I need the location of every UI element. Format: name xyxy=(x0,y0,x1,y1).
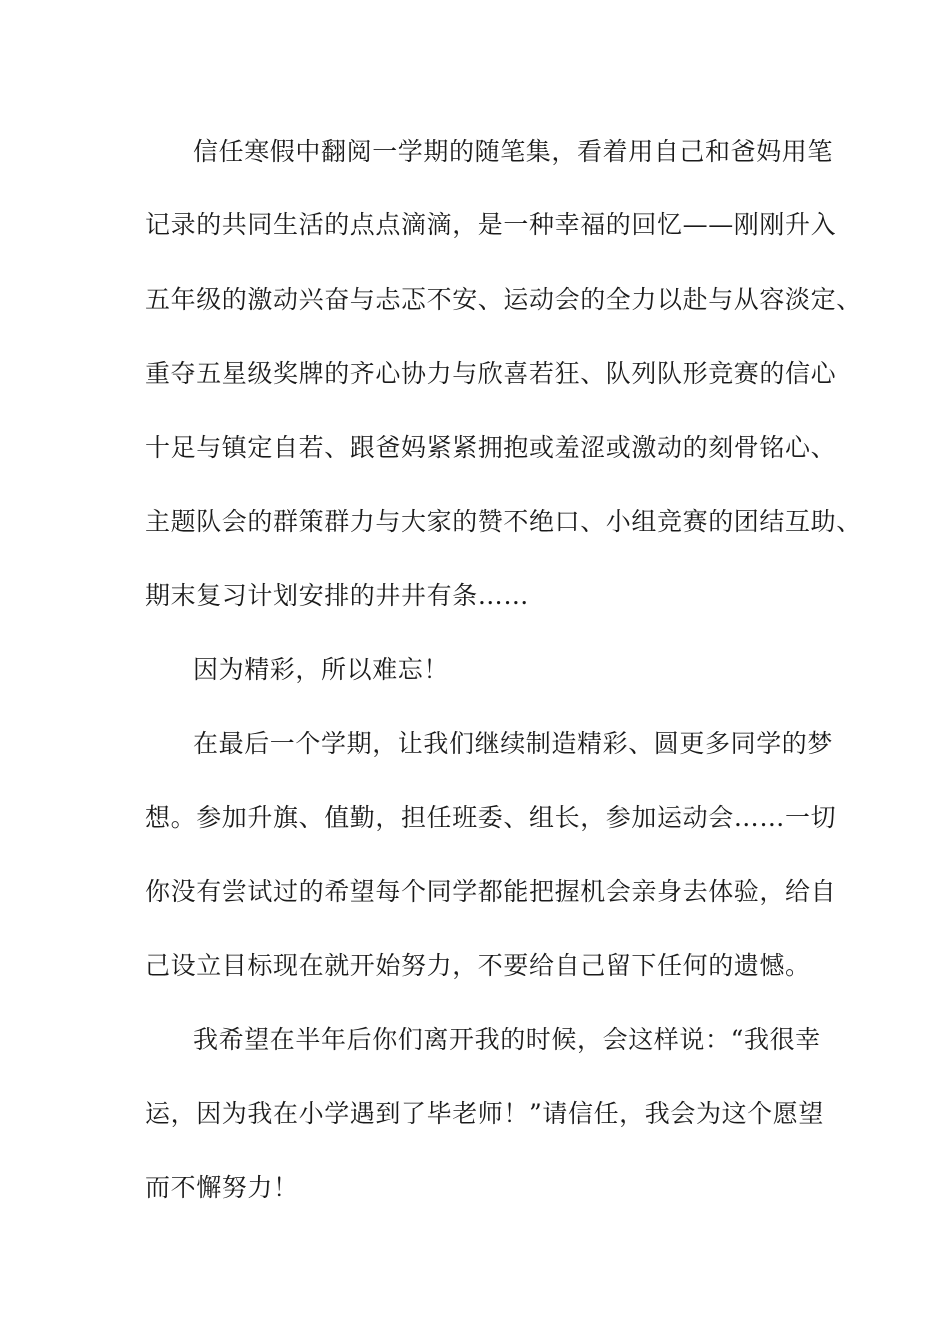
paragraph-1-line-6: 主题队会的群策群力与大家的赞不绝口、小组竞赛的团结互助、 xyxy=(145,507,862,536)
paragraph-1-line-1: 信任寒假中翻阅一学期的随笔集，看着用自己和爸妈用笔 xyxy=(193,137,834,166)
paragraph-4-line-1: 我希望在半年后你们离开我的时候，会这样说：“我很幸 xyxy=(193,1025,821,1054)
paragraph-1-line-4: 重夺五星级奖牌的齐心协力与欣喜若狂、队列队形竞赛的信心 xyxy=(145,359,837,388)
paragraph-1-line-3: 五年级的激动兴奋与忐忑不安、运动会的全力以赴与从容淡定、 xyxy=(145,285,862,314)
paragraph-3-line-4: 己设立目标现在就开始努力，不要给自己留下任何的遗憾。 xyxy=(145,951,811,980)
paragraph-3-line-3: 你没有尝试过的希望每个同学都能把握机会亲身去体验，给自 xyxy=(145,877,837,906)
paragraph-1-line-2: 记录的共同生活的点点滴滴，是一种幸福的回忆——刚刚升入 xyxy=(145,210,837,239)
paragraph-1-line-7: 期末复习计划安排的井井有条…… xyxy=(145,581,530,610)
paragraph-1-line-5: 十足与镇定自若、跟爸妈紧紧拥抱或羞涩或激动的刻骨铭心、 xyxy=(145,433,837,462)
paragraph-4-line-3: 而不懈努力！ xyxy=(145,1173,299,1202)
paragraph-3-line-1: 在最后一个学期，让我们继续制造精彩、圆更多同学的梦 xyxy=(193,729,834,758)
paragraph-3-line-2: 想。参加升旗、值勤，担任班委、组长，参加运动会……一切 xyxy=(145,803,837,832)
paragraph-2-line-1: 因为精彩，所以难忘！ xyxy=(193,655,450,684)
paragraph-4-line-2: 运，因为我在小学遇到了毕老师！”请信任，我会为这个愿望 xyxy=(145,1099,824,1128)
